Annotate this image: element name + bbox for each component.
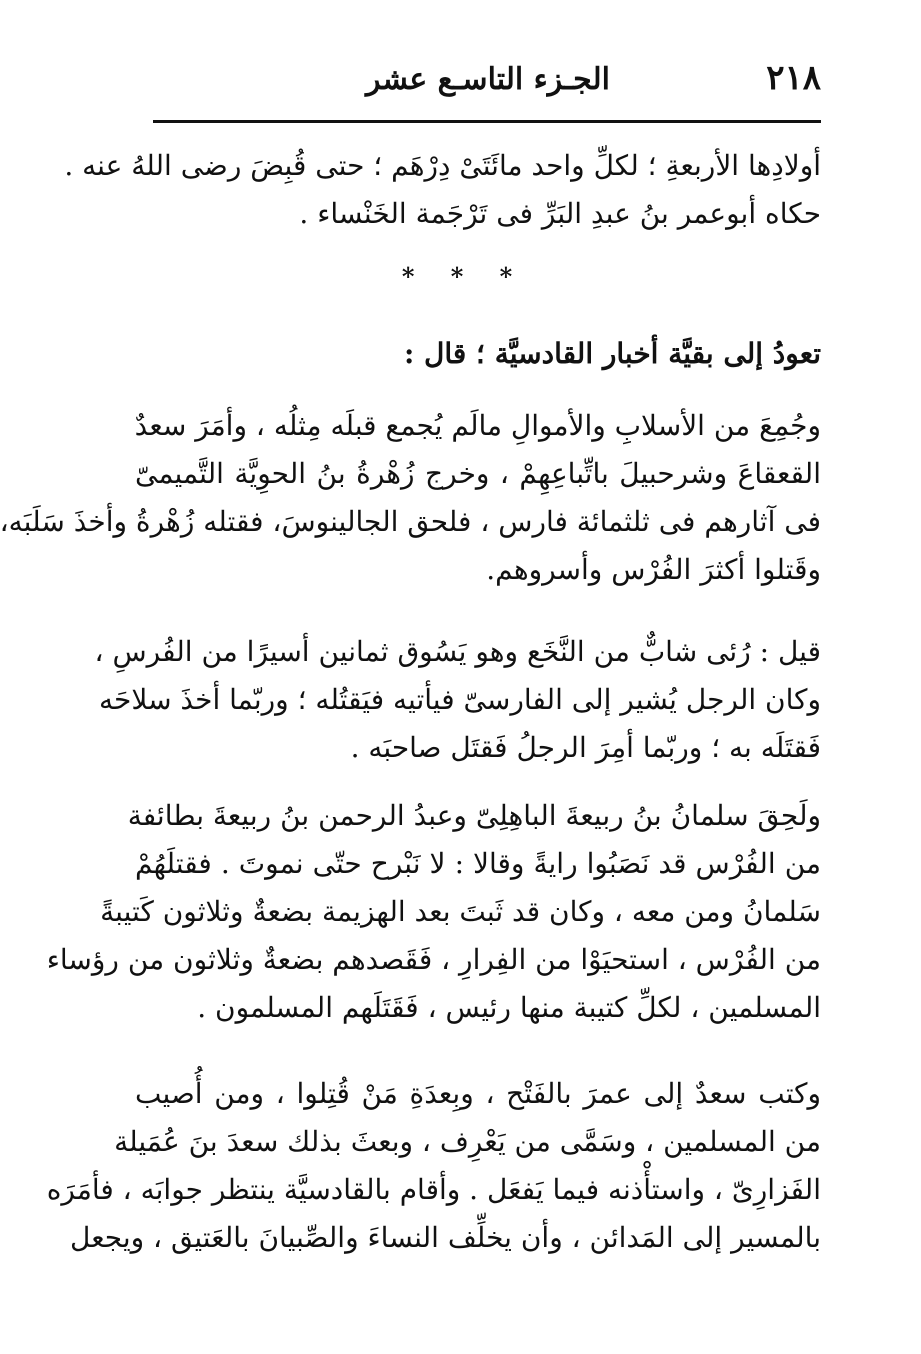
text-line: قيل : رُئى شابٌّ من النَّخَع وهو يَسُوق ثمانين أسيرًا من الفُرسِ ، (94, 635, 821, 668)
text-line: سَلمانُ ومن معه ، وكان قد ثَبتَ بعد الهزيمة بضعةٌ وثلاثون كَتيبةً (100, 895, 821, 928)
page-number: ٢١٨ (766, 58, 821, 98)
text-line: وكتب سعدٌ إلى عمرَ بالفَتْح ، وبِعدَةِ مَنْ قُتِلوا ، ومن أُصيب (135, 1077, 821, 1110)
paragraph (94, 628, 821, 772)
paragraph (0, 402, 821, 594)
text-line: فى آثارهم فى ثلثمائة فارس ، فلحق الجالينوسَ، فقتله زُهْرةُ وأخذَ سَلَبَه، (0, 505, 821, 538)
paragraph-continuation (64, 142, 821, 238)
text-line: من المسلمين ، وسَمَّى من يَعْرِف ، وبعثَ بذلك سعدَ بنَ عُمَيلة (114, 1125, 821, 1158)
text-line: المسلمين ، لكلِّ كتيبة منها رئيس ، فَقَتَلَهم المسلمون . (197, 991, 821, 1024)
text-line: ولَحِقَ سلمانُ بنُ ربيعةَ الباهِلِىّ وعبدُ الرحمن بنُ ربيعةَ بطائفة (127, 799, 821, 832)
text-line: القعقاعَ وشرحبيلَ باتِّباعِهِمْ ، وخرج زُهْرةُ بنُ الحوِيَّة التَّميمىّ (135, 457, 821, 490)
header-rule (153, 120, 821, 123)
text-line: بالمسير إلى المَدائن ، وأن يخلِّف النساءَ والصِّبيانَ بالعَتيق ، ويجعل (70, 1221, 821, 1254)
text-line: الفَزارِىّ ، واستأْذنه فيما يَفعَل . وأقام بالقادسيَّة ينتظر جوابَه ، فأمَرَه (46, 1173, 821, 1206)
text-line: حكاه أبوعمر بنُ عبدِ البَرِّ فى تَرْجَمة الخَنْساء . (299, 197, 821, 230)
chapter-title: الجـزء التاسـع عشر (366, 62, 610, 97)
running-head (155, 58, 821, 110)
text-line: وقَتلوا أكثرَ الفُرْس وأسروهم. (486, 553, 821, 586)
paragraph (46, 1070, 821, 1262)
paragraph (46, 792, 821, 1032)
text-line: من الفُرْس ، استحيَوْا من الفِرارِ ، فَقَصدهم بضعةٌ وثلاثون من رؤساء (46, 943, 821, 976)
section-heading: تعودُ إلى بقيَّة أخبار القادسيَّة ؛ قال : (403, 337, 821, 370)
text-line: أولادِها الأربعةِ ؛ لكلِّ واحد مائَتَىْ دِرْهَم ؛ حتى قُبِضَ رضى اللهُ عنه . (64, 149, 821, 182)
text-line: من الفُرْس قد نَصَبُوا رايةً وقالا : لا نَبْرح حتّى نموتَ . فقتلَهُمْ (135, 847, 821, 880)
text-line: وكان الرجل يُشير إلى الفارسىّ فيأتيه فيَقتُله ؛ وربّما أخذَ سلاحَه (99, 683, 821, 716)
text-line: فَقتَلَه به ؛ وربّما أمِرَ الرجلُ فَقتَل صاحبَه . (350, 731, 821, 764)
section-separator: * * * (401, 262, 527, 291)
text-line: وجُمِعَ من الأسلابِ والأموالِ مالَم يُجمع قبلَه مِثلُه ، وأمَرَ سعدٌ (134, 409, 821, 442)
